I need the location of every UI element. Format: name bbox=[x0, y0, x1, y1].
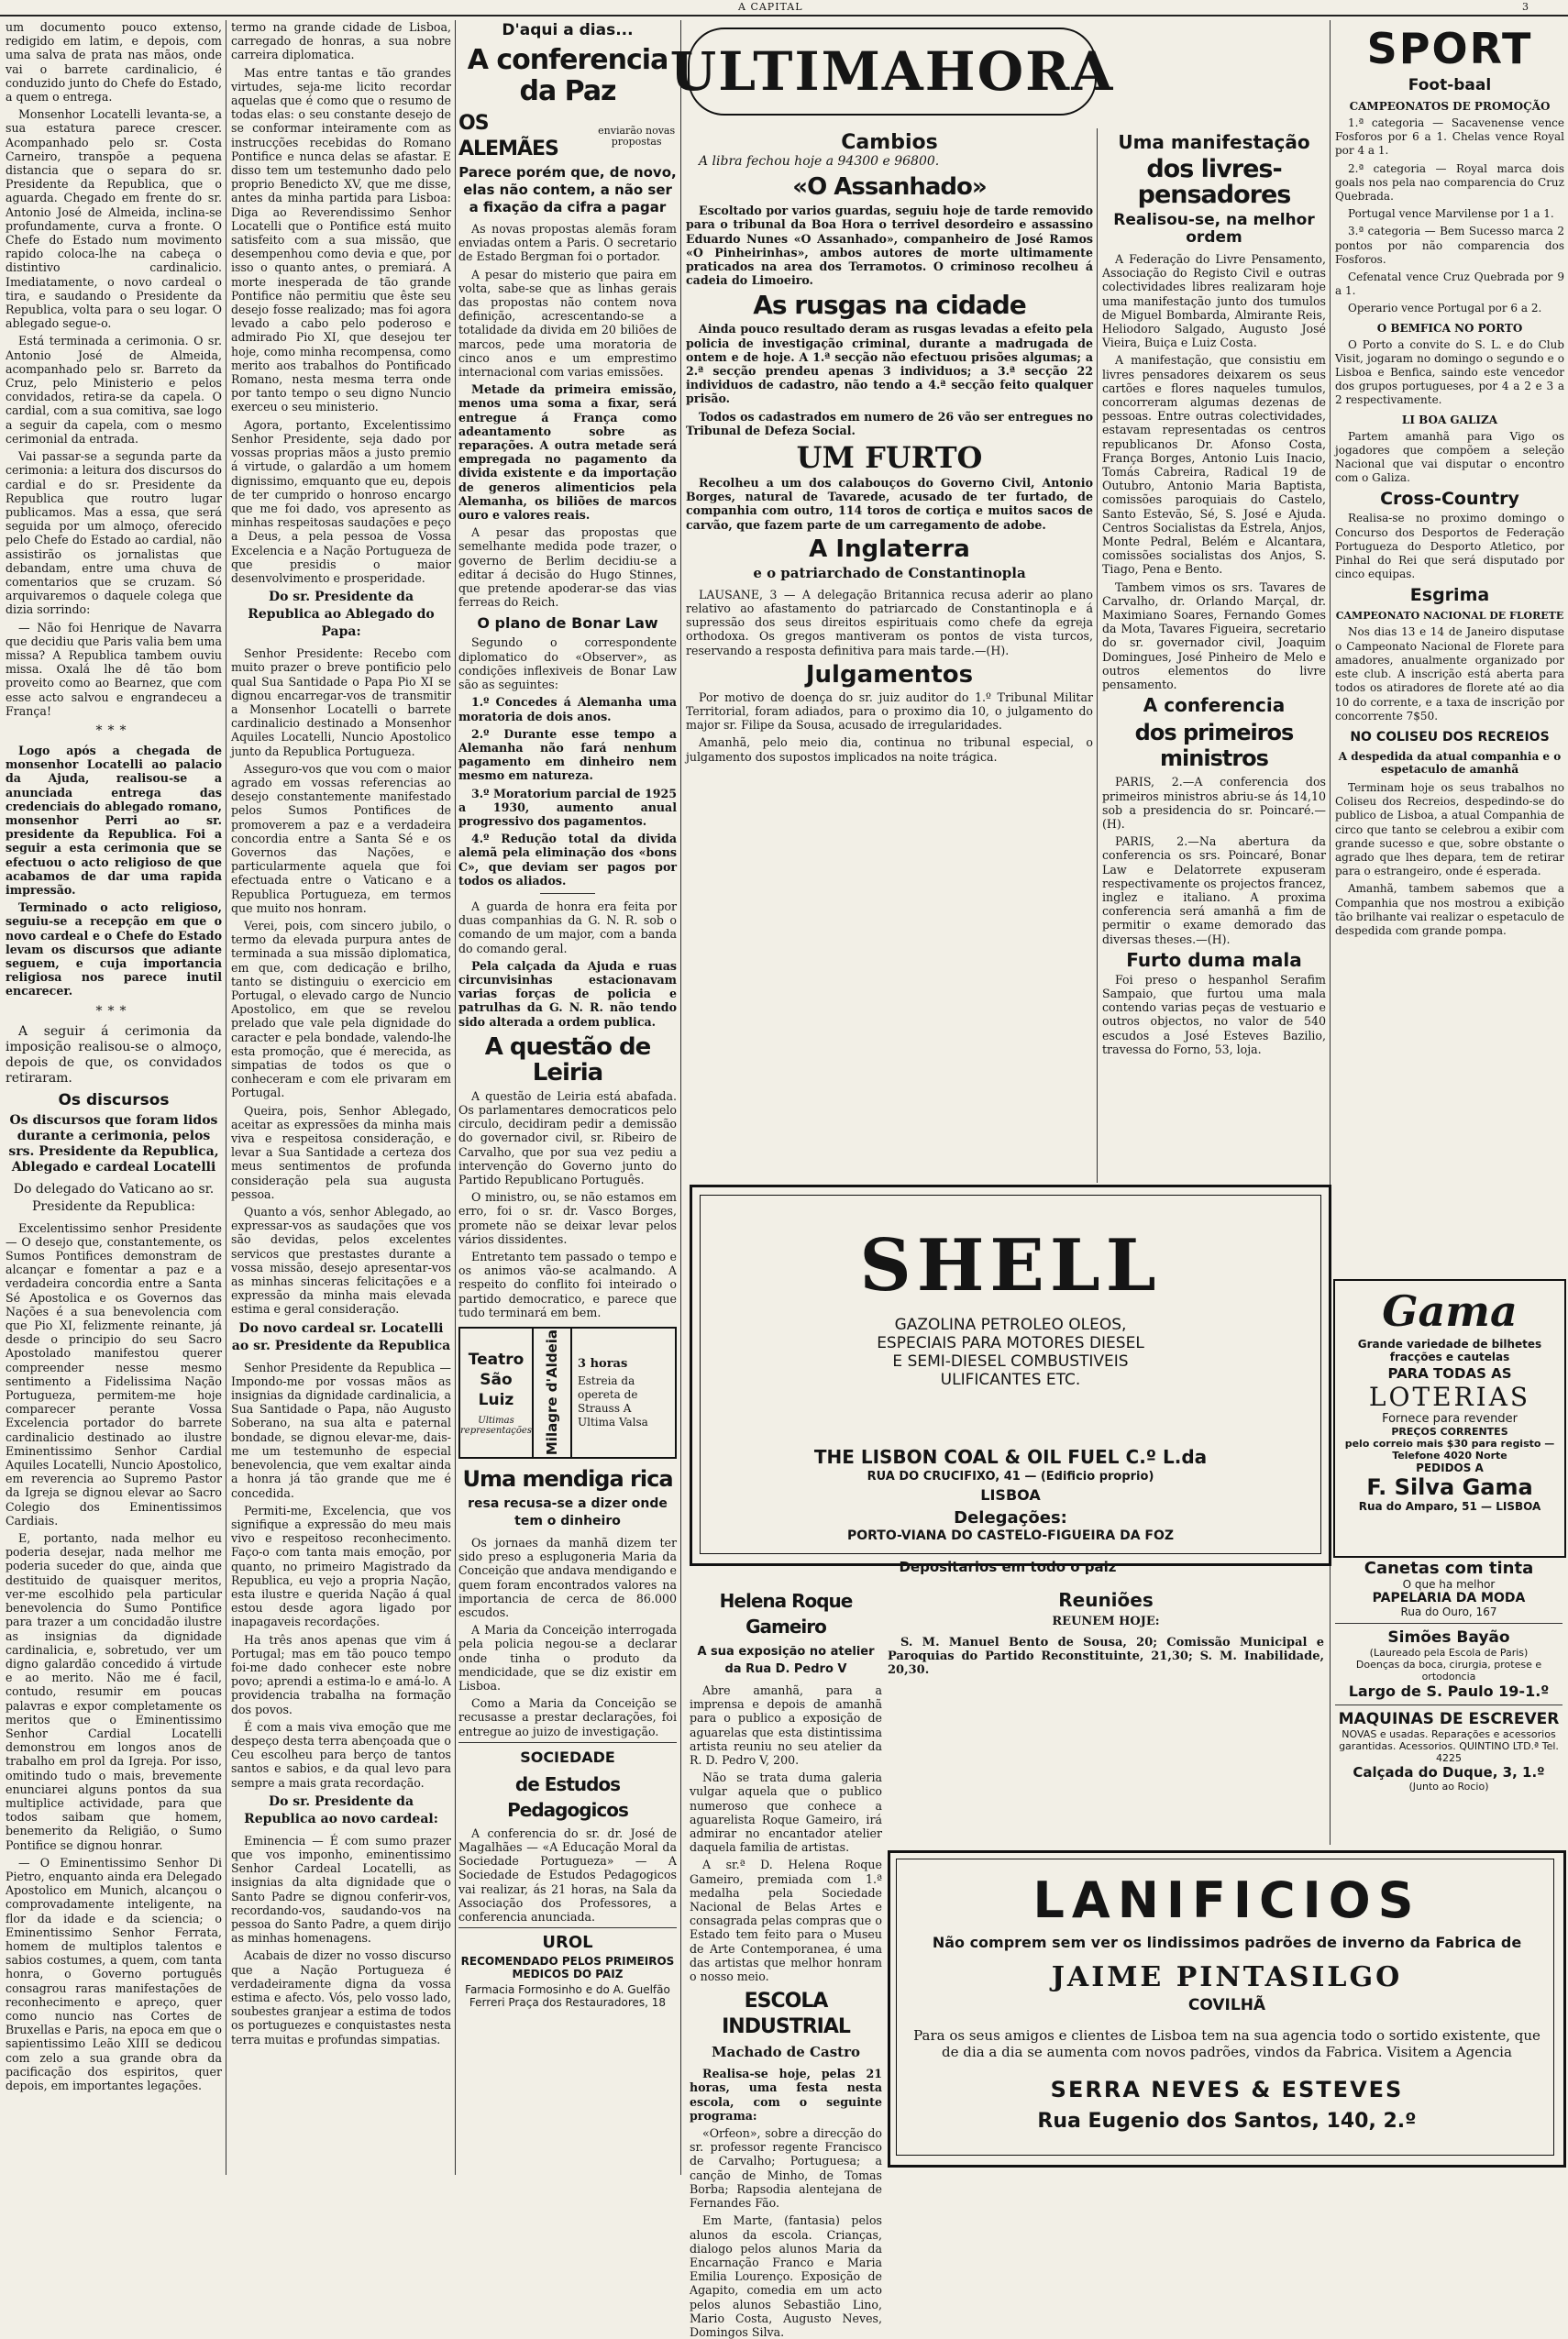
paragraph: Foi preso o hespanhol Serafim Sampaio, que furtou uma mala contendo varias peças de vestuario e outros objectos, no valor de 540 escudos a José Esteves Bazilio, travessa do Forno, 53, loja. bbox=[1102, 972, 1326, 1056]
urol-tagline: RECOMENDADO PELOS PRIMEIROS MEDICOS DO PAIZ bbox=[460, 1955, 675, 1981]
paragraph: A conferencia do sr. dr. José de Magalhães — «A Educação Moral da Sociedade Portugueza» — A Sociedade de Estudos Pedagogicos vai realizar, ás 21 horas, na Sala da Associação dos Professores, a conferencia anunciada. bbox=[458, 1826, 677, 1925]
paragraph: Ha três anos apenas que vim á Portugal; mas em tão pouco tempo foi-me dado conhecer este nobre povo; aprendi a estima-lo e amá-lo. A providencia trabalha na formação dos povos. bbox=[231, 1632, 451, 1716]
paragraph: Todos os cadastrados em numero de 26 vão ser entregues no Tribunal de Defeza Social. bbox=[686, 409, 1093, 437]
paragraph: Queira, pois, Senhor Ablegado, aceitar as expressões da minha mais viva e respeitosa consideração, e levar a Sua Santidade a certeza dos meus sentimentos de profunda consideração pela sua augusta pessoa. bbox=[231, 1103, 451, 1201]
lanificios-city: COVILHÃ bbox=[1187, 1996, 1266, 2014]
canetas-title: Canetas com tinta bbox=[1364, 1559, 1534, 1578]
deck-livres: Realisou-se, na melhor ordem bbox=[1113, 211, 1315, 247]
heading-helena: Helena Roque Gameiro bbox=[719, 1590, 853, 1638]
paragraph: O ministro, ou, se não estamos em erro, foi o sr. dr. Vasco Borges, promete não se deixar levar pelos vários dissidentes. bbox=[458, 1190, 677, 1246]
shell-company: THE LISBON COAL & OIL FUEL C.º L.da bbox=[813, 1446, 1208, 1468]
separator-stars: *** bbox=[95, 1003, 132, 1019]
gama-line7: PEDIDOS A bbox=[1416, 1462, 1484, 1474]
shell-logo: SHELL bbox=[859, 1224, 1162, 1307]
ultima-hora-title: ULTIMAHORA bbox=[669, 40, 1115, 103]
deck-helena: A sua exposição no atelier da Rua D. Pedro V bbox=[697, 1645, 875, 1676]
paragraph: Portugal vence Marvilense por 1 a 1. bbox=[1348, 207, 1554, 221]
heading-florete: CAMPEONATO NACIONAL DE FLORETE bbox=[1335, 610, 1564, 623]
paragraph: É com a mais viva emoção que me despeço desta terra abençoada que o Ceu escolheu para berço de tantos santos e sabios, e da qual levo para sempre a mais grata recordação. bbox=[231, 1719, 451, 1790]
paragraph: Em Marte, (fantasia) pelos alunos da escola. Crianças, dialogo pelos alunos Maria da Encarnação Franco e Maria Emilia Lourenço. Exposição de Agapito, comedia em um acto pelos alunos Sebastião Lino, Mario Costa, Augusto Neves, Domingos Silva. bbox=[690, 2213, 882, 2339]
column-4-top bbox=[686, 131, 1093, 764]
heading-mendiga: Uma mendiga rica bbox=[462, 1466, 673, 1493]
lanificios-ad bbox=[888, 1850, 1566, 2168]
paragraph: Operario vence Portugal por 6 a 2. bbox=[1348, 302, 1542, 315]
gama-line8: F. Silva Gama bbox=[1366, 1474, 1533, 1500]
deck-mendiga: resa recusa-se a dizer onde tem o dinheiro bbox=[468, 1496, 668, 1529]
bayao-name: Simões Bayão bbox=[1387, 1628, 1510, 1647]
paragraph: Senhor Presidente da Republica — Impondo-me por vossas mãos as insignias da dignidade cardinalicia, a Sua Santidade o Papa, não Augusto Soberano, na sua alta e paternal bondade, se dignou elevar-me, dais-me um testemunho de especial benevolencia, que vem exaltar ainda a honra já tão grande que me é concedida. bbox=[231, 1360, 451, 1500]
paragraph: Monsenhor Locatelli levanta-se, a sua estatura parece crescer. Acompanhado pelo sr. Costa Carneiro, transpõe a pequena distancia que o separa do sr. Presidente da Republica, que o aguarda. Chegado em frente do sr. Antonio José de Almeida, inclina-se profundamente, curva a fronte. O Chefe do Estado num movimento rapido coloca-lhe na cabeça o distintivo cardinalicio. Imediatamente, o novo cardeal o tira, e saudando o Presidente da Republica, volta para o seu logar. O ablegado segue-o. bbox=[6, 107, 222, 331]
heading-bonar-law: O plano de Bonar Law bbox=[477, 614, 658, 633]
shell-city: LISBOA bbox=[980, 1486, 1041, 1504]
paragraph: Escoltado por varios guardas, seguiu hoje de tarde removido para o tribunal da Boa Hora o terrivel desordeiro e assassino Eduardo Nunes «O Assanhado», companheiro de José Ramos «O Pinheirinhas», ambos autores de morte ultimamente praticados na area dos Terramotos. O criminoso recolheu á cadeia do Limoeiro. bbox=[686, 204, 1093, 288]
small-ads bbox=[1335, 1559, 1562, 1793]
paragraph: Pela calçada da Ajuda e ruas circunvisinhas estacionavam varias forças de policia e patrulhas da G. N. R. não tendo sido alterada a ordem publica. bbox=[458, 958, 677, 1029]
heading-galiza: LI BOA GALIZA bbox=[1401, 413, 1498, 426]
teatro-name: Teatro São Luiz bbox=[468, 1351, 525, 1410]
column-5 bbox=[1102, 128, 1326, 1183]
paragraph: O Porto a convite do S. L. e do Club Visit, jogaram no domingo o segundo e o Lisboa e Benfica, saindo este vencedor dos grupos portugueses, por 4 a 2 e 3 a 2 respectivamente. bbox=[1335, 337, 1564, 407]
paragraph: um documento pouco extenso, redigido em latim, e depois, com uma salva de prata nas mãos, onde vai o barrete cardinalicio, é conduzido junto do Chefe do Estado, a quem o entrega. bbox=[6, 20, 222, 105]
urol-body: Farmacia Formosinho e do A. Guelfão Ferreri Praça dos Restauradores, 18 bbox=[465, 1983, 670, 2010]
paragraph: A pesar do misterio que paira em volta, sabe-se que as linhas gerais das propostas não contem nova definição, acrescentando-se a totalidade da divida em 20 biliões de marcos, pede uma moratoria de cinco anos e um emprestimo internacional com varias emissões. bbox=[458, 267, 677, 380]
paragraph: Quanto a vós, senhor Ablegado, ao expressar-vos as saudações que vos são devidas, pelos excelentes servicos que prestastes durante a vossa missão, desejo apresentar-vos as minhas sinceras felicitações e a expressão da minha mais elevada estima e geral consideração. bbox=[231, 1205, 451, 1317]
lanificios-line1: Não comprem sem ver os lindissimos padrões de inverno da Fabrica de bbox=[932, 1934, 1522, 1951]
column-1 bbox=[6, 20, 222, 2175]
paragraph: PARIS, 2.—A conferencia dos primeiros ministros abriu-se ás 14,10 sob a presidencia do sr. Poincaré.—(H). bbox=[1102, 775, 1326, 831]
teatro-right-box bbox=[572, 1329, 675, 1457]
column-rule bbox=[1097, 128, 1098, 1183]
paragraph: Logo após a chegada de monsenhor Locatelli ao palacio da Ajuda, realisou-se a anunciada entrega das credenciais do ablegado romano, monsenhor Perri ao sr. presidente da Republica. Foi a seguir a esta cerimonia que se efectuou o acto religioso de que acabamos de dar uma rapida impressão. bbox=[6, 743, 222, 897]
lanificios-agents: SERRA NEVES & ESTEVES bbox=[1050, 2077, 1404, 2102]
bayao-addr: Largo de S. Paulo 19-1.º bbox=[1348, 1683, 1550, 1700]
gama-ad bbox=[1333, 1279, 1566, 1558]
gama-line1: Grande variedade de bilhetes fracções e cautelas bbox=[1357, 1338, 1542, 1363]
paragraph: Abre amanhã, para a imprensa e depois de amanhã para o publico a exposição de aguarelas que esta distintissima artista reuniu no seu atelier da R. D. Pedro V, 200. bbox=[690, 1683, 882, 1768]
deck-coliseu: A despedida da atual companhia e o espetaculo de amanhã bbox=[1338, 749, 1562, 776]
column-3 bbox=[458, 20, 677, 2175]
heading-leiria: A questão de Leiria bbox=[484, 1032, 651, 1087]
paragraph: 3.ª categoria — Bem Sucesso marca 2 pontos por não comparencia dos Fosforos. bbox=[1335, 225, 1564, 266]
paragraph: As novas propostas alemãs foram enviadas ontem a Paris. O secretario de Estado Bergman foi o portador. bbox=[458, 222, 677, 264]
heading-football: Foot-baal bbox=[1408, 76, 1492, 94]
heading-alemaes: OS ALEMÃES bbox=[458, 112, 558, 160]
paragraph: Tambem vimos os srs. Tavares de Carvalho, dr. Orlando Marçal, dr. Maximiano Soares, Fernando Gomes da Mota, Tavares Figueira, secretario do sr. governador civil, Joaquim Domingues, José Pinheiro de Melo e outros elementos do livre pensamento. bbox=[1102, 579, 1326, 692]
heading-reunioes: Reuniões bbox=[1058, 1589, 1154, 1611]
paragraph: Ainda pouco resultado deram as rusgas levadas a efeito pela policia de investigação criminal, durante a madrugada de ontem e de hoje. A 1.ª secção não efectuou prisões algumas; a 2.ª secção prendeu apenas 3 individuos; a 3.ª secção 22 individuos de cadastro, não tendo a 4.ª secção feito qualquer prisão. bbox=[686, 322, 1093, 406]
heading-presidente-cardeal: Do sr. Presidente da Republica ao novo cardeal: bbox=[244, 1793, 438, 1826]
page-number: 3 bbox=[1522, 1, 1529, 13]
column-rule bbox=[455, 20, 456, 2175]
column-2 bbox=[231, 20, 451, 2175]
kicker: D'aqui a dias... bbox=[502, 21, 634, 39]
separator bbox=[458, 1742, 677, 1743]
paragraph: E, portanto, nada melhor eu poderia desejar, nada melhor me poderia suceder do que, ainda que destituido de quaisquer meritos, ver-me escolhido pela particular benevolencia do Sumo Pontifice para trazer a um concidadão ilustre as insignias da dignidade cardinalicia, e, sobretudo, ver um digno galardão concedido á virtude e ao merito. Não me é facil, contudo, resumir em poucas palavras e expor completamente os meritos que o Eminentissimo Senhor Cardial Locatelli demonstrou em longos anos de trabalho em prol da Igreja. Por isso, omitindo tudo o mais, brevemente enunciarei alguns pontos da sua multiplice actividade, para que todos saibam que homem, benemerito da Religião, o Sumo Pontifice se dignou honrar. bbox=[6, 1531, 222, 1852]
teatro-ad bbox=[458, 1327, 677, 1459]
maquinas-desc: NOVAS e usadas. Reparações e acessorios garantidas. Acessorios. QUINTINO LTD.ª Tel. 4225 bbox=[1339, 1728, 1559, 1764]
heading-conferencia: A conferencia bbox=[1143, 694, 1286, 717]
heading-sport: SPORT bbox=[1366, 24, 1533, 73]
paragraph: 4.º Redução total da divida alemã pela eliminação dos «bons C», que deviam ser pagos por todos os aliados. bbox=[458, 832, 677, 888]
paragraph: Permiti-me, Excelencia, que vos signifique a expressão do meu mais vivo e respeitoso reconhecimento. Faço-o com tanta mais emoção, por quanto, no primeiro Magistrado da Republica, eu vejo a propria Nação, esta ilustre e querida Nação á qual estou desde agora ligado por inapagaveis recordações. bbox=[231, 1503, 451, 1629]
paragraph: Amanhã, tambem sabemos que a Companhia que nos mostrou a exibição tão brilhante vai realizar o espetaculo de despedida com grande pompa. bbox=[1335, 882, 1564, 937]
heading-furto: UM FURTO bbox=[796, 440, 983, 476]
gama-line3: LOTERIAS bbox=[1368, 1382, 1531, 1412]
heading-manifestacao: Uma manifestação bbox=[1118, 131, 1310, 153]
heading-inglaterra: A Inglaterra bbox=[809, 535, 970, 563]
teatro-times: 3 horas bbox=[578, 1356, 628, 1371]
bayao-sub: (Laureado pela Escola de Paris) bbox=[1369, 1647, 1529, 1659]
gama-logo: Gama bbox=[1382, 1286, 1518, 1336]
teatro-show: Milagre d'Aldeia bbox=[544, 1329, 560, 1456]
heading-alemaes-row bbox=[458, 111, 677, 162]
paragraph: Entretanto tem passado o tempo e os animos vão-se acalmando. A respeito do conflito foi inteirado o partido democratico, e parece que tudo terminará em bem. bbox=[458, 1250, 677, 1319]
maquinas-note: (Junto ao Rocio) bbox=[1408, 1781, 1489, 1793]
canetas-addr: Rua do Ouro, 167 bbox=[1400, 1605, 1497, 1618]
paragraph: — Não foi Henrique de Navarra que decidiu que Paris valia bem uma missa? A Republica tambem ouviu missa. Oxalá lhe dê tão bom proveito como ao Bearnez, que com esse acto salvou e engrandeceu a França! bbox=[6, 620, 222, 718]
shell-delegacoes: Delegações: bbox=[954, 1508, 1067, 1528]
deck-alemaes: Parece porém que, de novo, elas não contem, a não ser a fixação da cifra a pagar bbox=[458, 164, 677, 215]
separator-stars: *** bbox=[95, 723, 132, 738]
paragraph: 3.º Moratorium parcial de 1925 a 1930, aumento anual progressivo dos pagamentos. bbox=[458, 786, 677, 828]
paragraph: A sr.ª D. Helena Roque Gameiro, premiada com 1.ª medalha pela Sociedade Nacional de Belas Artes e consagrada pelas compras que o Estado tem feito para o Museu de Arte Contemporanea, é uma das artistas que melhor honram o nosso meio. bbox=[690, 1858, 882, 1984]
paragraph: Acabais de dizer no vosso discurso que a Nação Portugueza é verdadeiramente digna da vossa estima e afecto. Vós, pelo vosso lado, soubestes granjear a estima de todos os portuguezes e conquistastes nesta terra muitas e profundas simpatias. bbox=[231, 1948, 451, 2047]
paragraph: Por motivo de doença do sr. juiz auditor do 1.º Tribunal Militar Territorial, foram adiados, para o proximo dia 10, o julgamento do major sr. Filipe da Sousa, acusado de irregularidades. bbox=[686, 690, 1093, 733]
heading-benfica: O BEMFICA NO PORTO bbox=[1376, 321, 1523, 335]
gama-line9: Rua do Amparo, 51 — LISBOA bbox=[1358, 1500, 1541, 1513]
paragraph: Segundo o correspondente diplomatico do «Observer», as condições inflexiveis de Bonar Law são as seguintes: bbox=[458, 635, 677, 692]
paragraph: Agora, portanto, Excelentissimo Senhor Presidente, seja dado por vossas proprias mãos a justo premio á virtude, o galardão a um homem dignissimo, emquanto que eu, depois de ter cumprido o honroso encargo que me foi dado, vos apresento as minhas respeitosas saudações e peço a Deus, a pela pessoa de Vossa Excelencia e a Nação Portugueza de que presidis o maior desenvolvimento e prosperidade. bbox=[231, 417, 451, 585]
paragraph: 1.ª categoria — Sacavenense vence Fosforos por 6 a 1. Chelas vence Royal por 4 a 1. bbox=[1335, 116, 1564, 158]
shell-ad bbox=[690, 1185, 1331, 1566]
separator bbox=[540, 893, 595, 894]
paragraph: Amanhã, pelo meio dia, continua no tribunal especial, o julgamento dos supostos implicados na noite trágica. bbox=[686, 735, 1093, 764]
paragraph: Como a Maria da Conceição se recusasse a prestar declarações, foi entregue ao juizo de investigação. bbox=[458, 1696, 677, 1738]
heading-cardeal: Do novo cardeal sr. Locatelli ao sr. Presidente da Republica bbox=[231, 1320, 451, 1353]
heading-livres: dos livres-pensadores bbox=[1137, 155, 1291, 209]
paragraph: A Federação do Livre Pensamento, Associação do Registo Civil e outras colectividades libres realizaram hoje uma manifestação junto dos tumulos de Miguel Bombarda, Almirante Reis, Heliodoro Salgado, Augusto José Vieira, Buiça e Luiz Costa. bbox=[1102, 252, 1326, 350]
running-title: A CAPITAL bbox=[738, 1, 803, 13]
heading-assanhado: «O Assanhado» bbox=[792, 173, 987, 202]
column-4 bbox=[686, 128, 1093, 1183]
canetas-name: PAPELARIA DA MODA bbox=[1372, 1591, 1526, 1605]
gama-line5: PREÇOS CORRENTES bbox=[1391, 1426, 1508, 1438]
maquinas-title: MAQUINAS DE ESCREVER bbox=[1338, 1710, 1560, 1728]
heading-presidente: Do sr. Presidente da Republica ao Ablegado do Papa: bbox=[248, 590, 435, 640]
separator bbox=[1335, 1623, 1562, 1624]
paragraph: A guarda de honra era feita por duas companhias da G. N. R. sob o comando de um major, com a banda do comando geral. bbox=[458, 899, 677, 955]
reunioes-block bbox=[888, 1586, 1324, 1843]
paragraph: Nos dias 13 e 14 de Janeiro disputase o Campeonato Nacional de Florete para amadores, anualmente organizado por este club. A inscrição está aberta para todos os atiradores de florete até ao dia 10 do corrente, e a taxa de inscrição por concorrente 7$50. bbox=[1335, 625, 1564, 723]
paragraph: Terminam hoje os seus trabalhos no Coliseu dos Recreios, despedindo-se do publico de Lisboa, a atual Companhia de circo que tanto se celebrou a exibir com grande sucesso e que, sobre obstante o agrado que lhes depara, tem de retirar para o estrangeiro, onde é esperada. bbox=[1335, 780, 1564, 878]
column-4-text bbox=[686, 128, 1093, 767]
maquinas-addr: Calçada do Duque, 3, 1.º bbox=[1353, 1764, 1545, 1781]
shell-products: GAZOLINA PETROLEO OLEOS, ESPECIAIS PARA MOTORES DIESEL E SEMI-DIESEL COMBUSTIVEIS ULIFICANTES ETC. bbox=[877, 1316, 1144, 1389]
paragraph: Partem amanhã para Vigo os jogadores que compõem a seleção Nacional que vai disputar o encontro com o Galiza. bbox=[1335, 429, 1564, 485]
paragraph: Vai passar-se a segunda parte da cerimonia: a leitura dos discursos do cardial e do sr. Presidente da Republica que routro lugar publicamos. Mas a essa, que será seguida por um almoço, oferecido pelo Chefe do Estado ao cardial, não assistirão os jornalistas que debandam, entre uma chuva de comentarios que se cruzam. Só arquivaremos o daquele colega que dizia sorrindo: bbox=[6, 449, 222, 617]
column-4-lower bbox=[690, 1583, 882, 2339]
paragraph: «Orfeon», sobre a direcção do sr. professor regente Francisco de Carvalho; Portuguesa; a canção de Minho, de Tomas Borba; Rapsodia alentejana de Fernandes Fão. bbox=[690, 2126, 882, 2211]
paragraph: Terminado o acto religioso, seguiu-se a recepção em que o novo cardeal e o Chefe do Estado levam os discursos que adiante seguem, e cuja importancia religiosa nos parece inutil encarecer. bbox=[6, 900, 222, 998]
paragraph: Os jornaes da manhã dizem ter sido preso a esplugoneria Maria da Conceição que andava mendigando e quem foram encontrados valores na importancia de cerca de 86.000 escudos. bbox=[458, 1536, 677, 1620]
paragraph: 1.º Concedes á Alemanha uma moratoria de dois anos. bbox=[458, 695, 677, 723]
urol-name: UROL bbox=[542, 1933, 593, 1953]
cambios-text: A libra fechou hoje a 94300 e 96800. bbox=[699, 154, 940, 169]
gama-line4: Fornece para revender bbox=[1382, 1412, 1518, 1426]
lanificios-addr: Rua Eugenio dos Santos, 140, 2.º bbox=[1037, 2110, 1417, 2133]
paragraph: Realisa-se no proximo domingo o Concurso dos Desportos de Federação Portugueza do Desporto Atletico, por Pinhal do Rei que será disputado por cinco equipas. bbox=[1335, 512, 1564, 581]
paragraph: Mas entre tantas e tão grandes virtudes, seja-me licito recordar aquelas que é como que o resumo de todas elas: o seu constante desejo de se conformar inteiramente com as instrucções recebidas do Romano Pontifice e nunca delas se afastar. E disso tem um testemunho dado pelo proprio Benedicto XV, que me disse, antes da minha partida para Lisboa: Diga ao Reverendissimo Senhor Locatelli que o Pontifice está muito satisfeito com a sua missão, que desempenhou como devia e que, por isso o quanto antes, o premiará. A morte inesperada de tão grande Pontifice não permitiu que êste seu desejo fosse realizado; mas foi agora levado a cabo pelo poderoso e admirado Pio XI, que desejou ter hoje, como minha recompensa, como merito aos trabalhos do Pontificado Romano, nesta mesma terra onde por tanto tempo o seu digno Nuncio exerceu o seu ministerio. bbox=[231, 65, 451, 414]
shell-address: RUA DO CRUCIFIXO, 41 — (Edificio proprio) bbox=[867, 1470, 1154, 1484]
paragraph: Excelentissimo senhor Presidente — O desejo que, constantemente, os Sumos Pontifices demonstram de alcançar e fomentar a paz e a verdadeira concordia entre a Santa Sé Apostolica e os Governos das Nações é a sua benevolencia com que Pio XI, felizmente reinante, já desde o principio do seu Sacro Apostolado manifestou querer compreender nesse mesmo sentimento a Fidelissima Nação Portugueza, permitem-me hoje comparecer perante Vossa Excelencia portador do barrete cardinalicio destinado ao ilustre Eminentissimo Senhor Cardial Aquiles Locatelli, Nuncio Apostolico, em reverencia ao Supremo Pastor da Igreja se dignou elevar ao Sacro Colegio dos Eminentissimos Cardiais. bbox=[6, 1220, 222, 1528]
lanificios-line2: Para os seus amigos e clientes de Lisboa tem na sua agencia todo o sortido existente, que de dia a dia se aumenta com novos padrões, vindos da Fabrica. Visitem a Agencia bbox=[913, 2027, 1540, 2060]
heading-alemaes-side: enviarão novas propostas bbox=[598, 125, 676, 148]
shell-depositarios: Depositarios em todo o paiz bbox=[899, 1559, 1117, 1575]
paragraph: Cefenatal vence Cruz Quebrada por 9 a 1. bbox=[1335, 270, 1564, 298]
paragraph: Senhor Presidente: Recebo com muito prazer o breve pontificio pelo qual Sua Santidade o Papa Pio XI se dignou encarregar-vos de transmitir a Monsenhor Locatelli o barrete cardinalicio destinado a Monsenhor Aquiles Locatelli, Nuncio Apostolico junto da Republica Portugueza. bbox=[231, 646, 451, 758]
deck-discursos: Os discursos que foram lidos durante a cerimonia, pelos srs. Presidente da Republica, Ablegado e cardeal Locatelli bbox=[8, 1112, 219, 1175]
paragraph: — O Eminentissimo Senhor Di Pietro, enquanto ainda era Delegado Apostolico em Munich, alcançou o comprovadamente inteligente, na flor da idade e da sciencia; o Eminentissimo Senhor Ferrata, homem de multiplos talentos e sabios costumes, a quem, com tanta honra, o Governo português consagrou raras manifestações de reconhecimento e apreço, quer como nuncio nas Cortes de Bruxellas e Paris, na epoca em que o sapientissimo Leão XIII se dedicou com zelo a sua grande obra da pacificação dos espiritos, quer depois, em importantes legações. bbox=[6, 1855, 222, 2092]
gama-line2: PARA TODAS AS bbox=[1387, 1365, 1512, 1382]
paragraph: Metade da primeira emissão, menos uma soma a fixar, será entregue á França como adeantamento sobre as reparações. A outra metade será empregada no pagamento da divida existente e da importação de generos alimenticios pela Alemanha, os biliões de marcos ouro e valores reais. bbox=[458, 382, 677, 523]
heading-estudos: de Estudos Pedagogicos bbox=[507, 1772, 628, 1821]
paragraph: 2.º Durante esse tempo a Alemanha não fará nenhum pagamento em dinheiro nem mesmo em natureza. bbox=[458, 726, 677, 783]
paragraph: A seguir á cerimonia da imposição realisou-se o almoço, depois de que, os convidados retiraram. bbox=[6, 1023, 222, 1086]
separator bbox=[458, 1927, 677, 1928]
masthead-rule bbox=[0, 0, 1568, 17]
heading-promocao: CAMPEONATOS DE PROMOÇÃO bbox=[1349, 100, 1551, 113]
paragraph: Asseguro-vos que vou com o maior agrado em vossas referencias ao desejo constantemente manifestado pelos Sumos Pontifices de promoverem a paz e a verdadeira concordia entre a Santa Sé e os Governos das Nações, e particularmente aquela que foi efectuada entre o Vaticano e a Republica Portugueza, em termos que muito nos honram. bbox=[231, 761, 451, 915]
paragraph: Recolheu a um dos calabouços do Governo Civil, Antonio Borges, natural de Tavarede, acusado de ter furtado, de companhia com outro, 114 toros de cortiça e muitos sacos de carvão, que fazem parte de um carregamento de adobe. bbox=[686, 476, 1093, 532]
heading-ministros: dos primeiros ministros bbox=[1134, 720, 1294, 772]
paragraph: LAUSANE, 3 — A delegação Britannica recusa aderir ao plano relativo ao afastamento do patriarcado de Constantinopla e á supressão dos seus direitos espirituais como chefe da egreja orthodoxa. Os gregos mantiveram os pontos de vista turcos, reservando a resposta definitiva para mais tarde.—(H). bbox=[686, 587, 1093, 657]
paragraph: A questão de Leiria está abafada. Os parlamentares democraticos pelo circulo, decidiram pedir a demissão do governador civil, sr. Ribeiro de Carvalho, que por sua vez pediu a intervenção do Governo junto do Partido Republicano Português. bbox=[458, 1088, 677, 1186]
paragraph: Realisa-se hoje, pelas 21 horas, uma festa nesta escola, com o seguinte programa: bbox=[690, 2067, 882, 2123]
heading-cross: Cross-Country bbox=[1380, 489, 1519, 510]
heading-rusgas: As rusgas na cidade bbox=[753, 290, 1026, 321]
paragraph: 2.ª categoria — Royal marca dois goals nos pela nao comparencia do Cruz Quebrada. bbox=[1335, 161, 1564, 204]
teatro-show-box bbox=[534, 1329, 572, 1457]
paragraph: termo na grande cidade de Lisboa, carregado de honras, a sua nobre carreira diplomatica. bbox=[231, 20, 451, 62]
escola-sub: Machado de Castro bbox=[712, 2044, 860, 2061]
heading-discursos: Os discursos bbox=[58, 1090, 170, 1109]
paragraph: Está terminada a cerimonia. O sr. Antonio José de Almeida, acompanhado pelo sr. Barreto da Cruz, pelo Ministerio e pelos convidados, retira-se da capela. O cardial, com a sua comitiva, sae logo a seguir da capela, com o mesmo cerimonial da entrada. bbox=[6, 334, 222, 446]
bayao-desc: Doenças da boca, cirurgia, protese e ortodoncia bbox=[1355, 1659, 1542, 1683]
paragraph: A manifestação, que consistiu em livres pensadores deixarem os seus cartões e flores naqueles tumulos, concorreram algumas dezenas de pessoas. Entre outras colectividades, estavam representadas os centros republicanos Dr. Afonso Costa, França Borges, Antonio Luis Inacio, Tomás Cabreira, Radical 19 de Outubro, Antonio Maria Baptista, comissões paroquiais do Castelo, Santo Estevão, Sé, S. José e Ajuda. Centros Socialistas da Estrela, Anjos, Monte Pedral, Belém e Alcantara, comissões socialistas dos Anjos, S. Tiago, Pena e Bento. bbox=[1102, 353, 1326, 577]
heading-julgamentos: Julgamentos bbox=[805, 660, 974, 689]
gama-line6: pelo correio mais $30 para registo — Telefone 4020 Norte bbox=[1344, 1438, 1555, 1462]
heading-vaticano: Do delegado do Vaticano ao sr. Presidente da Republica: bbox=[13, 1181, 215, 1214]
deck-inglaterra: e o patriarchado de Constantinopla bbox=[753, 564, 1026, 581]
paragraph: S. M. Manuel Bento de Sousa, 20; Comissão Municipal e Paroquias do Partido Reconstituinte, 21,30; S. M. Inabilidade, 20,30. bbox=[888, 1636, 1324, 1678]
paragraph: A Maria da Conceição interrogada pela policia negou-se a declarar onde tinha o produto da mendicidade, que se diz existir em Lisboa. bbox=[458, 1623, 677, 1694]
canetas-sub: O que ha melhor bbox=[1402, 1578, 1496, 1591]
shell-delegacoes-places: PORTO-VIANA DO CASTELO-FIGUEIRA DA FOZ bbox=[846, 1528, 1175, 1543]
column-rule bbox=[680, 20, 681, 2175]
teatro-note: Ultimas representações bbox=[460, 1416, 532, 1437]
heading-esgrima: Esgrima bbox=[1409, 585, 1490, 606]
heading-escola: ESCOLA INDUSTRIAL bbox=[722, 1990, 850, 2039]
heading-conferencia-paz: A conferencia da Paz bbox=[467, 44, 668, 107]
reunioes-sub: REUNEM HOJE: bbox=[1052, 1615, 1160, 1628]
lanificios-name: JAIME PINTASILGO bbox=[1051, 1961, 1403, 1993]
paragraph: Não se trata duma galeria vulgar aquela que o publico numeroso que conhece a aguarelista Roque Gameiro, irá admirar no encantador atelier daquela familia de artistas. bbox=[690, 1771, 882, 1855]
heading-cambios: Cambios bbox=[841, 131, 938, 154]
paragraph: PARIS, 2.—Na abertura da conferencia os srs. Poincaré, Bonar Law e Delatorrete expuseram respectivamente os projectos francez, inglez e italiano. A proxima conferencia será amanhã a fim de permitir o exame demorado das diversas theses.—(H). bbox=[1102, 834, 1326, 946]
teatro-right: Estreia da opereta de Strauss A Ultima Valsa bbox=[578, 1374, 648, 1429]
lanificios-title: LANIFICIOS bbox=[1032, 1871, 1421, 1929]
column-rule bbox=[1330, 20, 1331, 1845]
ultima-hora-banner bbox=[669, 28, 1115, 116]
paragraph: Verei, pois, com sincero jubilo, o termo da elevada purpura antes de terminada a sua missão diplomatica, em que, com dedicação e brilho, tanto se distinguiu o exercicio em Portugal, o elevado cargo de Nuncio Apostolico, em que se revelou prelado que vale pela dignidade do caracter e pela bondade, valendo-lhe esta promoção, que é merecida, as simpatias de todos os que o conheceram e com ele privaram em Portugal. bbox=[231, 918, 451, 1100]
paragraph: A pesar das propostas que semelhante medida pode trazer, o governo de Berlim decidiu-se a editar á decisão do Hugo Stinnes, que pretende apoderar-se das vias ferreas do Reich. bbox=[458, 525, 677, 610]
teatro-name-box bbox=[460, 1329, 534, 1457]
heading-coliseu: NO COLISEU DOS RECREIOS bbox=[1350, 729, 1550, 745]
heading-sociedade: SOCIEDADE bbox=[520, 1748, 615, 1766]
paragraph: Eminencia — É com sumo prazer que vos imponho, eminentissimo Senhor Cardeal Locatelli, as insignias da alta dignidade que o Santo Padre se dignou conferir-vos, recordando-vos, saudando-vos na pessoa do Santo Padre, a quem dirijo as minhas homenagens. bbox=[231, 1833, 451, 1946]
heading-mala: Furto duma mala bbox=[1126, 948, 1302, 971]
